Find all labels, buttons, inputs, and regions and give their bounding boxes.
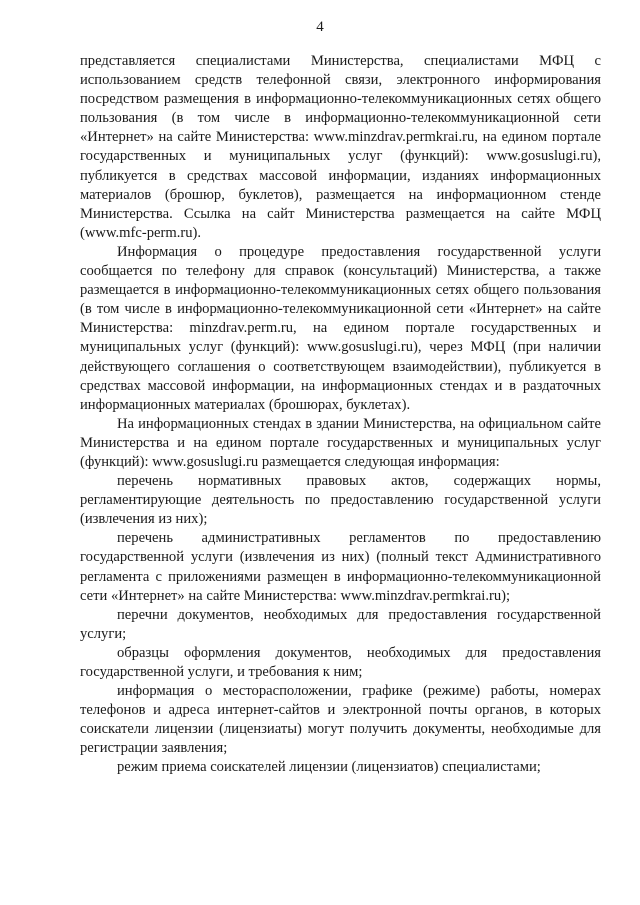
list-item-reception-mode: режим приема соискателей лицензии (лицензиатов) специалистами; (117, 759, 541, 776)
list-item-legal-acts: перечень нормативных правовых актов, содержащих нормы, регламентирующие деятельность по предоставлению государственной услуги (извлечения из них); (80, 473, 601, 528)
document-body (80, 52, 601, 778)
list-item-administrative-regulations: перечень административных регламентов по предоставлению государственной услуги (извлечения из них) (полный текст Административного регламента с приложениями размещен в информационно-телекоммуникационной сети «Интернет» на сайте Министерства: www.minzdrav.permkrai.ru); (80, 530, 601, 604)
list-item-required-documents: перечни документов, необходимых для предоставления государственной услуги; (80, 606, 601, 642)
list-item-location-schedule: информация о месторасположении, графике (режиме) работы, номерах телефонов и адреса интернет-сайтов и электронной почты органов, в которых соискатели лицензии (лицензиаты) могут получить документы, необходимые для регистрации заявления; (80, 683, 601, 757)
list-item-document-samples: образцы оформления документов, необходимых для предоставления государственной услуги, и требования к ним; (80, 644, 601, 680)
paragraph-continued-information: представляется специалистами Министерства, специалистами МФЦ с использованием средств телефонной связи, электронного информирования посредством размещения в информационно-телекоммуникационных сетях общего пользования (в том числе в информационно-телекоммуникационной сети «Интернет» на сайте Министерства: www.minzdrav.permkrai.ru, на едином портале государственных и муниципальных услуг (функций): www.gosuslugi.ru), публикуется в средствах массовой информации, изданиях информационных материалов (брошюр, буклетов), размещается на информационном стенде Министерства. Ссылка на сайт Министерства размещается на сайте МФЦ (www.mfc-perm.ru). (80, 53, 601, 241)
paragraph-information-stands: На информационных стендах в здании Министерства, на официальном сайте Министерства и на едином портале государственных и муниципальных услуг (функций): www.gosuslugi.ru размещается следующая информация: (80, 415, 601, 470)
page-number: 4 (316, 19, 324, 35)
paragraph-procedure-information: Информация о процедуре предоставления государственной услуги сообщается по телефону для справок (консультаций) Министерства, а также размещается в информационно-телекоммуникационных сетях общего пользования (в том числе в информационно-телекоммуникационной сети «Интернет» на сайте Министерства: minzdrav.perm.ru, на едином портале государственных и муниципальных услуг (функций): www.gosuslugi.ru), через МФЦ (при наличии действующего соглашения о соответствующем взаимодействии), публикуется в средствах массовой информации, на информационных стендах и в раздаточных информационных материалах (брошюрах, буклетах). (80, 243, 601, 413)
